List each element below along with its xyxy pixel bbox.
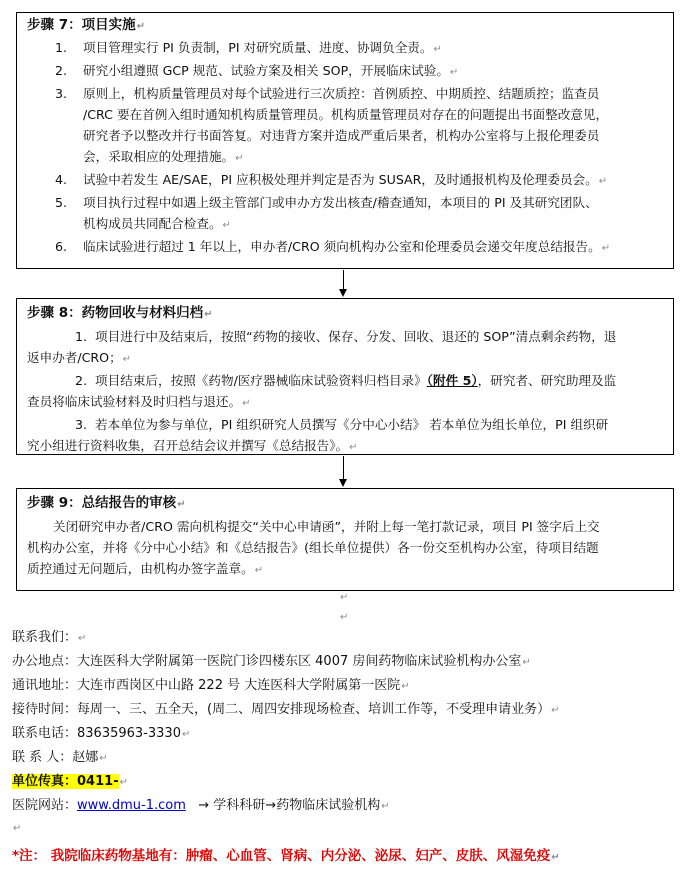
step7-item-2: 2. 研究小组遵照 GCP 规范、试验方案及相关 SOP，开展临床试验。↵ <box>55 63 459 78</box>
step9-body: 关闭研究申办者/CRO 需向机构提交“关中心申请函”，并附上每一笔打款记录，项目 PI 签字后上交 机构办公室，并将《分中心小结》和《总结报告》(组长单位提供）各一份交至机构办公室，待项目结题 质控通过无问题后，由机构办签字盖章。↵ <box>27 519 600 576</box>
contact-hours: 接待时间：每周一、三、五全天，(周二、周四安排现场检查、培训工作等，不受理申请业务）↵ <box>12 702 560 717</box>
step8-title: 步骤 8：药物回收与材料归档↵ <box>27 305 213 321</box>
step8-item-1: 1. 项目进行中及结束后，按照“药物的接收、保存、分发、回收、退还的 SOP”清点剩余药物，退 返申办者/CRO；↵ <box>27 329 617 365</box>
step7-list <box>55 37 671 259</box>
step7-item-3: 3. 原则上，机构质量管理员对每个试验进行三次质控：首例质控、中期质控、结题质控；监查员 /CRC 要在首例入组时通知机构质量管理员。机构质量管理员对存在的问题提出书面整改意见， 研究者予以整改并行书面答复。对违背方案并造成严重后果者，机构办公室将与上报伦理委员 会，采取相应的处理措施。↵ <box>55 86 609 164</box>
fax-highlight: 单位传真：0411- <box>12 774 119 789</box>
step9-box <box>16 488 674 591</box>
contact-website: 医院网站：www.dmu-1.com → 学科科研→药物临床试验机构↵ <box>12 798 390 813</box>
connector-line-8-9 <box>343 456 344 480</box>
paragraph-mark-icon: ↵ <box>136 21 145 32</box>
contact-fax: 单位传真：0411-↵ <box>12 774 128 789</box>
arrow-down-icon <box>339 479 347 487</box>
step7-item-1: 1. 项目管理实行 PI 负责制，PI 对研究质量、进度、协调负全责。↵ <box>55 40 442 55</box>
attachment-reference: （附件 5） <box>426 373 478 388</box>
paragraph-mark-icon: ↵ <box>13 823 22 834</box>
step7-title: 步骤 7：项目实施↵ <box>27 17 145 33</box>
step7-item-4: 4. 试验中若发生 AE/SAE，PI 应积极处理并判定是否为 SUSAR，及时通报机构及伦理委员会。↵ <box>55 172 608 187</box>
connector-line-7-8 <box>343 270 344 290</box>
website-link[interactable]: www.dmu-1.com <box>77 798 186 813</box>
contact-address: 通讯地址：大连市西岗区中山路 222 号 大连医科大学附属第一医院↵ <box>12 678 410 693</box>
step7-item-5: 5. 项目执行过程中如遇上级主管部门或申办方发出核查/稽查通知，本项目的 PI 及其研究团队、 机构成员共同配合检查。↵ <box>55 195 598 231</box>
contact-person: 联 系 人：赵娜↵ <box>12 750 108 765</box>
step8-item-3: 3. 若本单位为参与单位，PI 组织研究人员撰写《分中心小结》 若本单位为组长单位，PI 组织研 究小组进行资料收集，召开总结会议并撰写《总结报告》。↵ <box>27 417 609 453</box>
step8-box <box>16 298 674 455</box>
paragraph-mark-icon: ↵ <box>340 612 349 623</box>
contact-office: 办公地点：大连医科大学附属第一医院门诊四楼东区 4007 房间药物临床试验机构办公室↵ <box>12 654 531 669</box>
step9-title: 步骤 9：总结报告的审核↵ <box>27 495 186 511</box>
step8-list <box>27 326 671 458</box>
contact-heading: 联系我们：↵ <box>12 630 87 645</box>
step8-item-2: 2. 项目结束后，按照《药物/医疗器械临床试验资料归档目录》（附件 5），研究者、研究助理及监 查员将临床试验材料及时归档与退还。↵ <box>27 373 617 409</box>
paragraph-mark-icon: ↵ <box>340 592 349 603</box>
note-text: *注： 我院临床药物基地有：肿瘤、心血管、肾病、内分泌、泌尿、妇产、皮肤、风湿免疫↵ <box>12 848 560 864</box>
step7-item-6: 6. 临床试验进行超过 1 年以上，申办者/CRO 须向机构办公室和伦理委员会递交年度总结报告。↵ <box>55 239 611 254</box>
contact-phone: 联系电话：83635963-3330↵ <box>12 726 191 741</box>
arrow-down-icon <box>339 289 347 297</box>
step7-box <box>16 12 674 269</box>
